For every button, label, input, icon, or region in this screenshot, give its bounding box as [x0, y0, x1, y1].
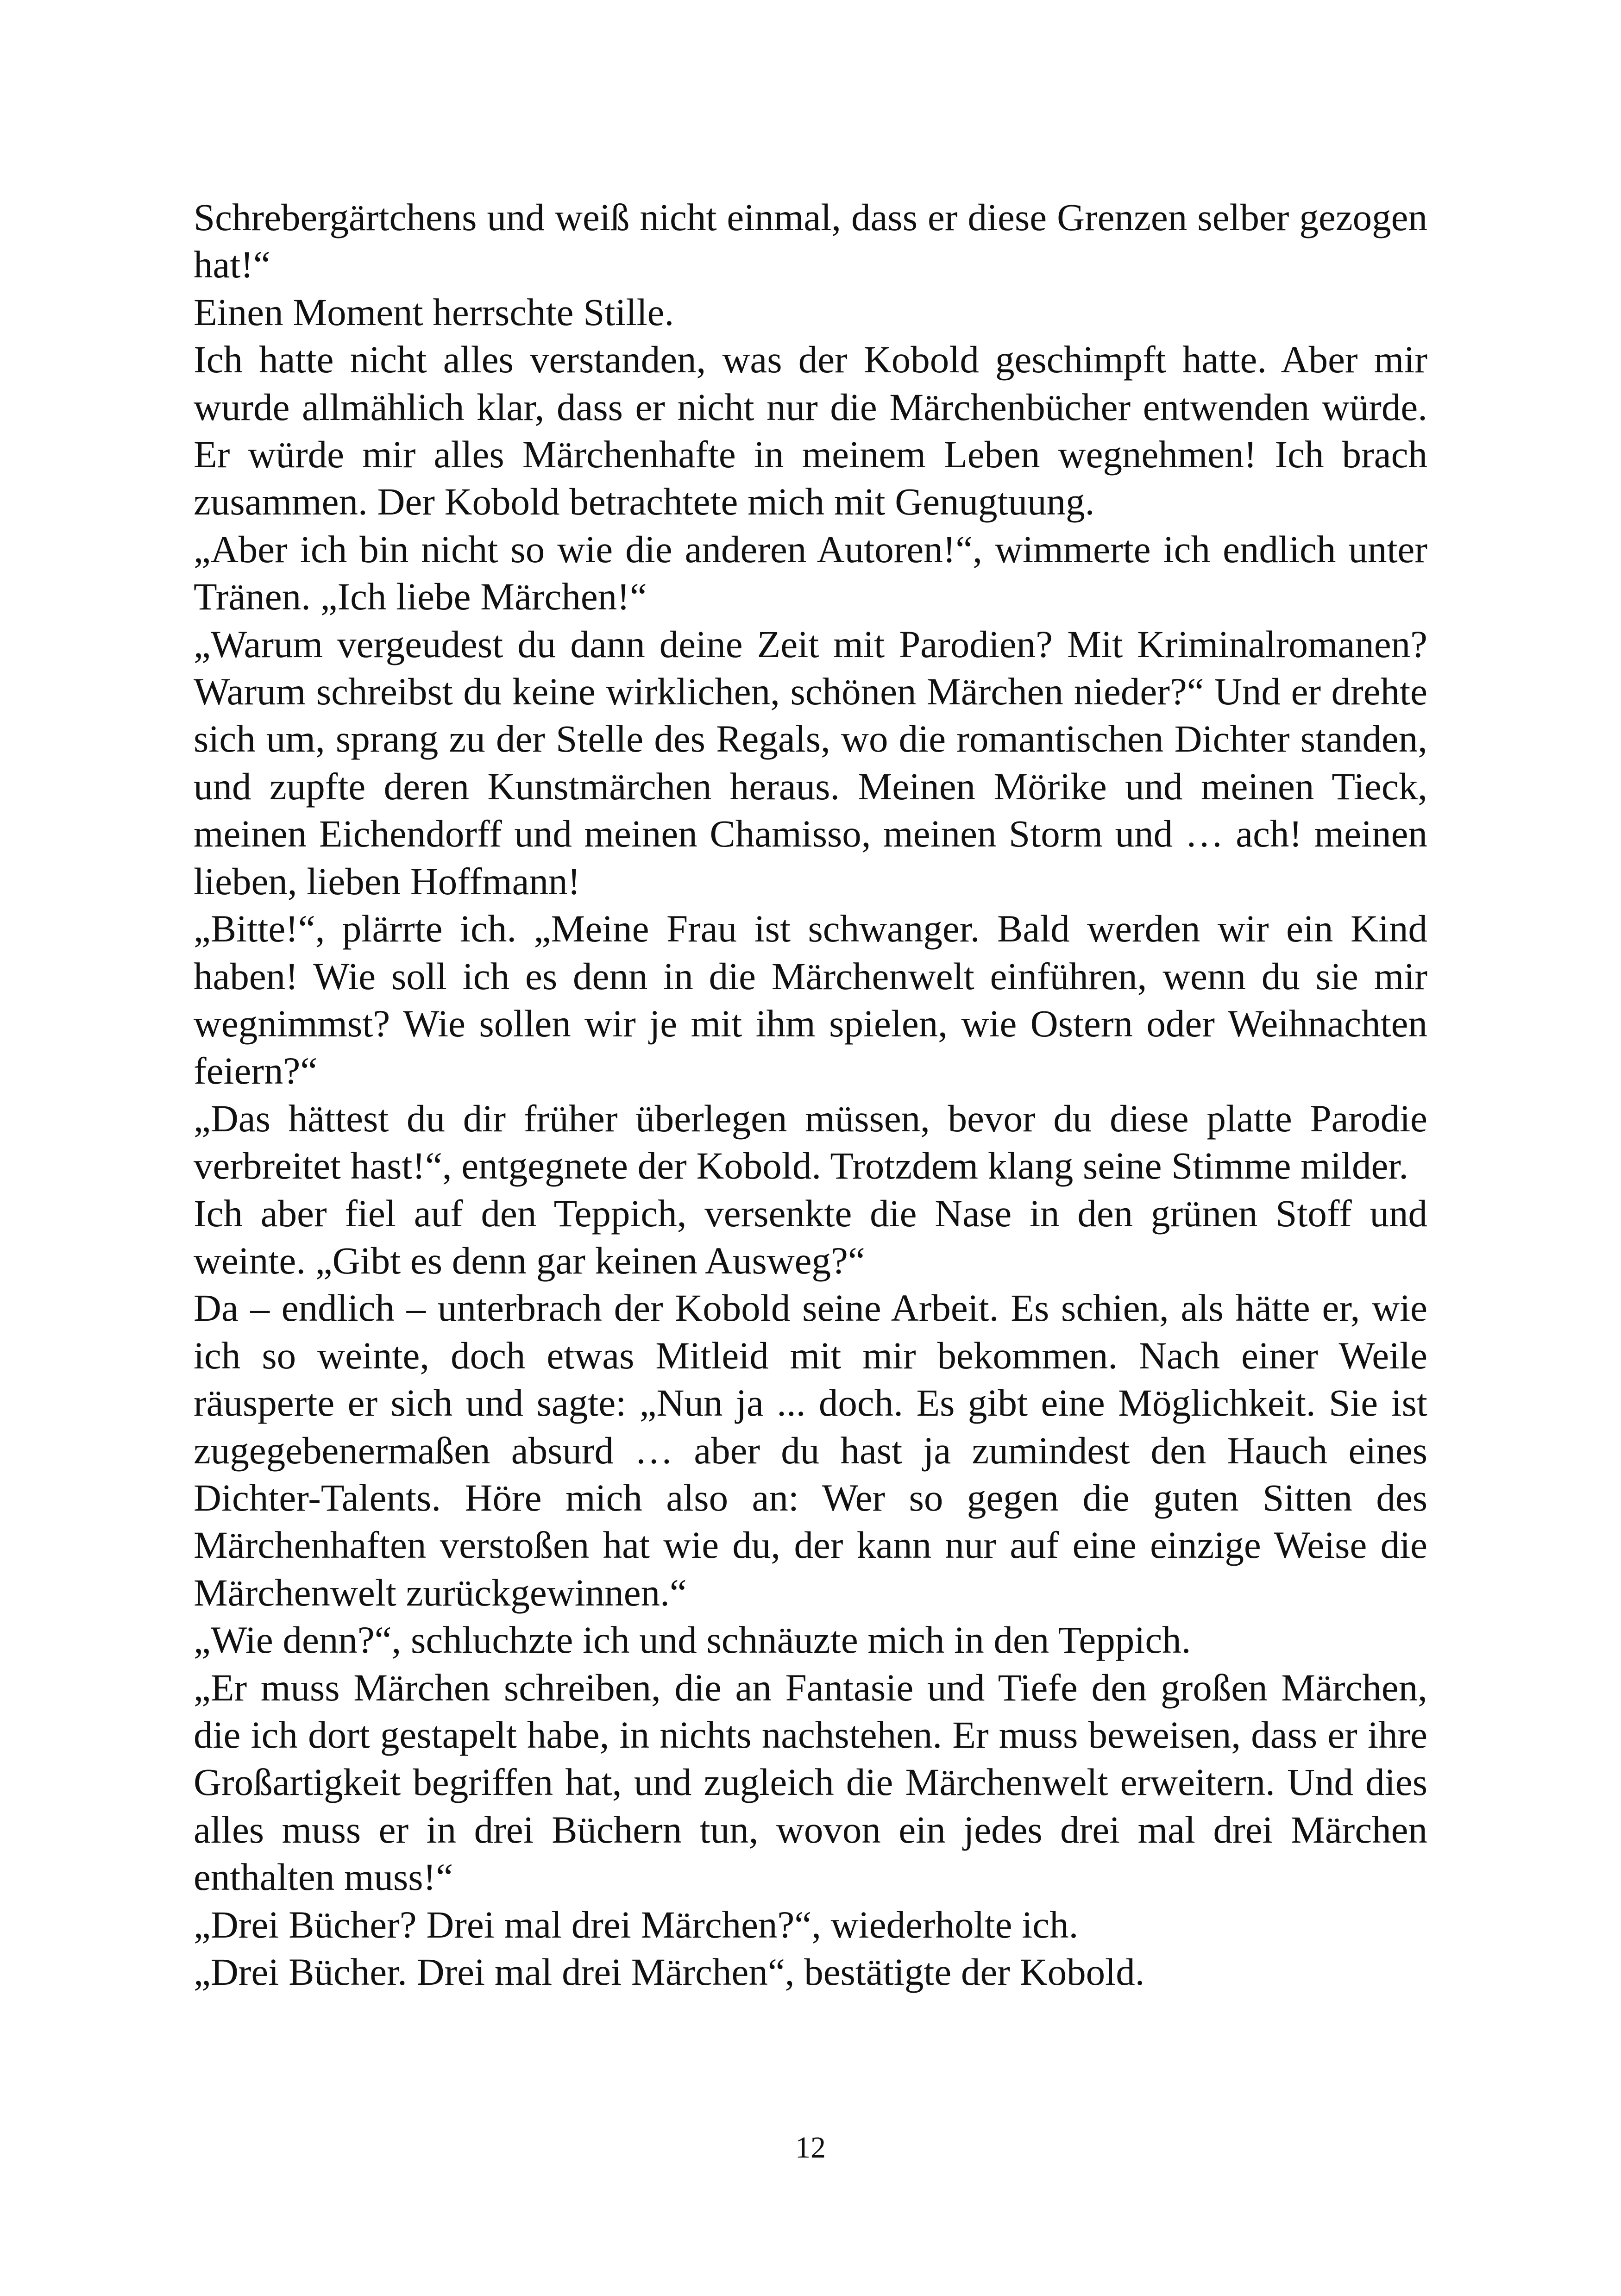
paragraph: Da – endlich – unterbrach der Kobold seine Arbeit. Es schien, als hätte er, wie ich so weinte, doch etwas Mitleid mit mir bekommen. Nach einer Weile räusperte er sich und sagte: „Nun ja ... doch. Es gibt eine Möglichkeit. Sie ist zugegebenermaßen absurd … aber du hast ja zumindest den Hauch eines Dichter-Talents. Höre mich also an: Wer so gegen die guten Sitten des Märchenhaften verstoßen hat wie du, der kann nur auf eine einzige Weise die Märchenwelt zurückgewinnen.“	[194, 1286, 1427, 1614]
paragraph: „Drei Bücher. Drei mal drei Märchen“, bestätigte der Kobold.	[194, 1951, 1145, 1994]
paragraph: „Drei Bücher? Drei mal drei Märchen?“, wiederholte ich.	[194, 1903, 1079, 1946]
paragraph: „Wie denn?“, schluchzte ich und schnäuzte mich in den Teppich.	[194, 1618, 1191, 1662]
paragraph: Ich aber fiel auf den Teppich, versenkte die Nase in den grünen Stoff und weinte. „Gibt es denn gar keinen Ausweg?“	[194, 1192, 1427, 1282]
paragraph: „Er muss Märchen schreiben, die an Fantasie und Tiefe den großen Märchen, die ich dort gestapelt habe, in nichts nachstehen. Er muss beweisen, dass er ihre Großartigkeit begriffen hat, und zugleich die Märchenwelt erweitern. Und dies alles muss er in drei Büchern tun, wovon ein jedes drei mal drei Märchen enthalten muss!“	[194, 1666, 1427, 1899]
body-text	[194, 194, 1427, 1995]
paragraph: Einen Moment herrschte Stille.	[194, 290, 674, 333]
page-number: 12	[795, 2131, 826, 2164]
paragraph: Schrebergärtchens und weiß nicht einmal, dass er diese Grenzen selber gezogen hat!“	[194, 196, 1427, 286]
paragraph: Ich hatte nicht alles verstanden, was der Kobold geschimpft hatte. Aber mir wurde allmählich klar, dass er nicht nur die Märchenbücher entwenden würde. Er würde mir alles Märchenhafte in meinem Leben wegnehmen! Ich brach zusammen. Der Kobold betrachtete mich mit Genugtuung.	[194, 338, 1427, 523]
paragraph: „Bitte!“, plärrte ich. „Meine Frau ist schwanger. Bald werden wir ein Kind haben! Wie soll ich es denn in die Märchenwelt einführen, wenn du sie mir wegnimmst? Wie sollen wir je mit ihm spielen, wie Ostern oder Weihnachten feiern?“	[194, 907, 1427, 1092]
paragraph: „Aber ich bin nicht so wie die anderen Autoren!“, wimmerte ich endlich unter Tränen. „Ich liebe Märchen!“	[194, 527, 1427, 618]
paragraph: „Das hättest du dir früher überlegen müssen, bevor du diese platte Parodie verbreitet hast!“, entgegnete der Kobold. Trotzdem klang seine Stimme milder.	[194, 1097, 1427, 1187]
paragraph: „Warum vergeudest du dann deine Zeit mit Parodien? Mit Kriminalromanen? Warum schreibst du keine wirklichen, schönen Märchen nieder?“ Und er drehte sich um, sprang zu der Stelle des Regals, wo die romantischen Dichter standen, und zupfte deren Kunstmärchen heraus. Meinen Mörike und meinen Tieck, meinen Eichendorff und meinen Chamisso, meinen Storm und … ach! meinen lieben, lieben Hoffmann!	[194, 622, 1427, 903]
